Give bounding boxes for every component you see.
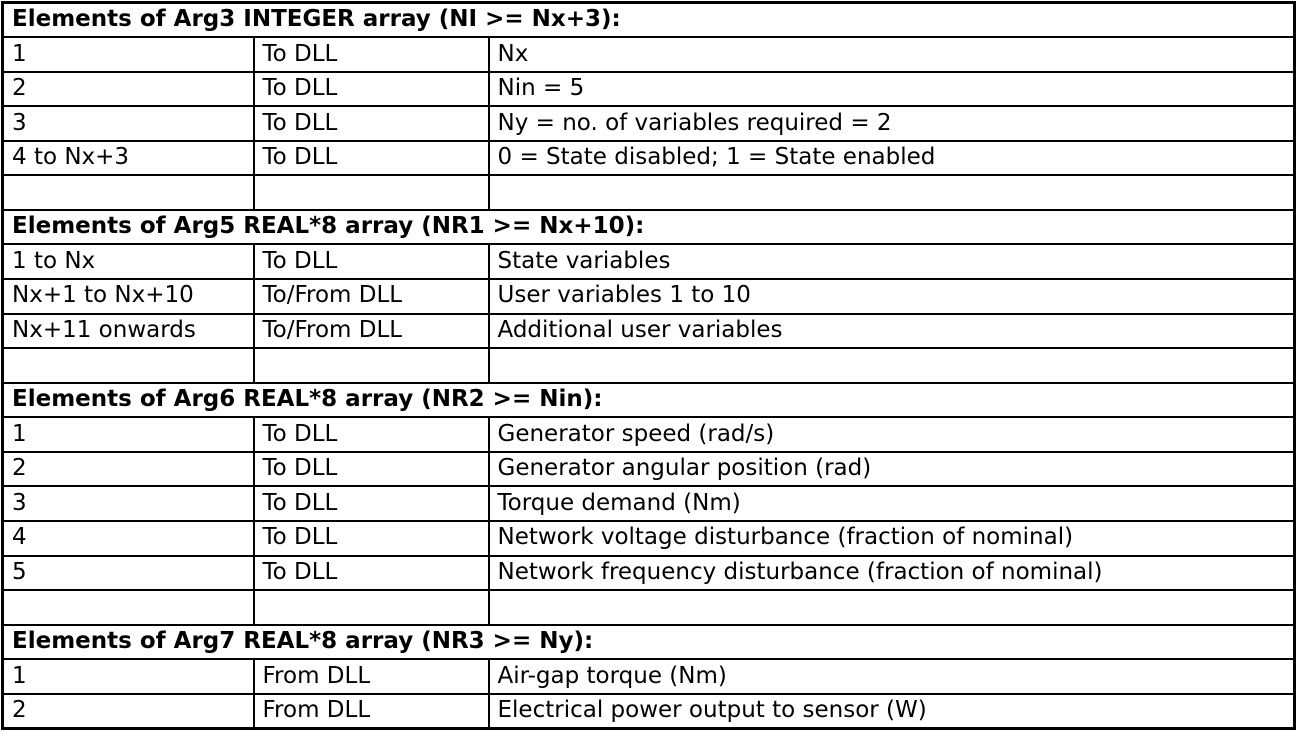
section-header-row: [3, 3, 1295, 38]
direction-cell: To DLL: [254, 486, 489, 521]
description-cell: Generator speed (rad/s): [489, 417, 1295, 452]
element-index-cell: 1: [3, 659, 254, 694]
dll-arguments-table: [1, 1, 1296, 730]
spacer-cell: [3, 590, 254, 625]
spacer-cell: [489, 348, 1295, 383]
table-row: [3, 72, 1295, 107]
direction-cell: To/From DLL: [254, 279, 489, 314]
table-row: [3, 452, 1295, 487]
description-cell: Nx: [489, 37, 1295, 72]
description-cell: Nin = 5: [489, 72, 1295, 107]
table-row: [3, 486, 1295, 521]
section-header: Elements of Arg5 REAL*8 array (NR1 >= Nx+10):: [3, 210, 1295, 245]
section-header: Elements of Arg7 REAL*8 array (NR3 >= Ny):: [3, 625, 1295, 660]
description-cell: Ny = no. of variables required = 2: [489, 106, 1295, 141]
description-cell: Air-gap torque (Nm): [489, 659, 1295, 694]
direction-cell: From DLL: [254, 694, 489, 729]
direction-cell: To DLL: [254, 106, 489, 141]
spacer-cell: [3, 175, 254, 210]
section-header: Elements of Arg6 REAL*8 array (NR2 >= Nin):: [3, 383, 1295, 418]
element-index-cell: 2: [3, 694, 254, 729]
element-index-cell: 2: [3, 452, 254, 487]
direction-cell: To DLL: [254, 417, 489, 452]
direction-cell: To DLL: [254, 141, 489, 176]
description-cell: State variables: [489, 244, 1295, 279]
direction-cell: To DLL: [254, 72, 489, 107]
element-index-cell: 3: [3, 486, 254, 521]
element-index-cell: 4: [3, 521, 254, 556]
description-cell: Torque demand (Nm): [489, 486, 1295, 521]
element-index-cell: 2: [3, 72, 254, 107]
spacer-cell: [489, 175, 1295, 210]
spacer-cell: [254, 175, 489, 210]
description-cell: 0 = State disabled; 1 = State enabled: [489, 141, 1295, 176]
direction-cell: To DLL: [254, 521, 489, 556]
table-row: [3, 556, 1295, 591]
element-index-cell: 3: [3, 106, 254, 141]
spacer-row: [3, 175, 1295, 210]
description-cell: Network voltage disturbance (fraction of nominal): [489, 521, 1295, 556]
spacer-cell: [254, 348, 489, 383]
spacer-cell: [489, 590, 1295, 625]
description-cell: User variables 1 to 10: [489, 279, 1295, 314]
element-index-cell: 5: [3, 556, 254, 591]
description-cell: Additional user variables: [489, 314, 1295, 349]
direction-cell: To DLL: [254, 37, 489, 72]
direction-cell: To DLL: [254, 244, 489, 279]
direction-cell: To DLL: [254, 556, 489, 591]
section-header-row: [3, 625, 1295, 660]
element-index-cell: 1 to Nx: [3, 244, 254, 279]
spacer-row: [3, 348, 1295, 383]
direction-cell: To DLL: [254, 452, 489, 487]
table-row: [3, 279, 1295, 314]
table-row: [3, 417, 1295, 452]
table-row: [3, 521, 1295, 556]
table-row: [3, 244, 1295, 279]
direction-cell: From DLL: [254, 659, 489, 694]
description-cell: Generator angular position (rad): [489, 452, 1295, 487]
spacer-row: [3, 590, 1295, 625]
table-row: [3, 141, 1295, 176]
table-row: [3, 106, 1295, 141]
section-header-row: [3, 210, 1295, 245]
direction-cell: To/From DLL: [254, 314, 489, 349]
element-index-cell: Nx+1 to Nx+10: [3, 279, 254, 314]
description-cell: Electrical power output to sensor (W): [489, 694, 1295, 729]
table-row: [3, 659, 1295, 694]
section-header-row: [3, 383, 1295, 418]
element-index-cell: 4 to Nx+3: [3, 141, 254, 176]
table-row: [3, 694, 1295, 729]
section-header: Elements of Arg3 INTEGER array (NI >= Nx+3):: [3, 3, 1295, 38]
element-index-cell: 1: [3, 417, 254, 452]
table-row: [3, 314, 1295, 349]
spacer-cell: [254, 590, 489, 625]
element-index-cell: Nx+11 onwards: [3, 314, 254, 349]
spacer-cell: [3, 348, 254, 383]
element-index-cell: 1: [3, 37, 254, 72]
table-body: [3, 3, 1295, 729]
table-row: [3, 37, 1295, 72]
description-cell: Network frequency disturbance (fraction of nominal): [489, 556, 1295, 591]
